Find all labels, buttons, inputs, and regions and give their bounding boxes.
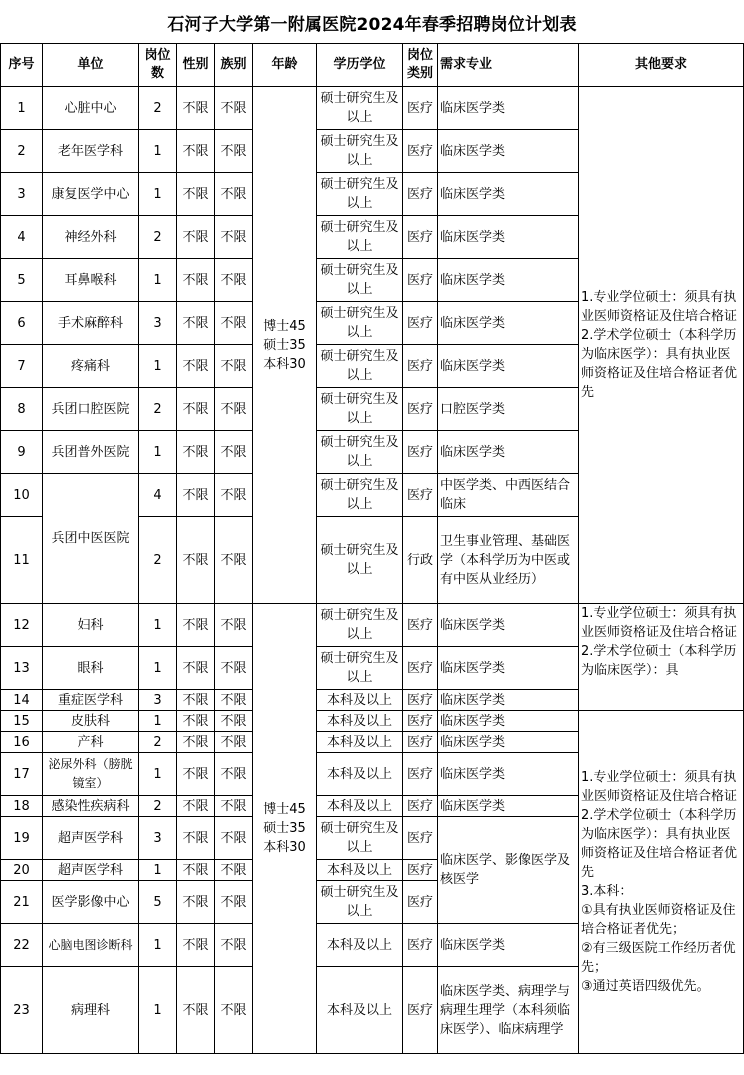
header-ethnic: 族别 bbox=[215, 44, 253, 87]
cell-unit: 老年医学科 bbox=[43, 130, 139, 173]
cell-ethnic: 不限 bbox=[215, 860, 253, 881]
cell-major: 临床医学类 bbox=[438, 796, 579, 817]
cell-gender: 不限 bbox=[177, 860, 215, 881]
cell-seq: 5 bbox=[1, 259, 43, 302]
cell-major: 临床医学类 bbox=[438, 690, 579, 711]
cell-type: 医疗 bbox=[403, 753, 438, 796]
cell-seq: 2 bbox=[1, 130, 43, 173]
cell-type: 医疗 bbox=[403, 924, 438, 967]
cell-degree: 硕士研究生及以上 bbox=[317, 881, 403, 924]
cell-degree: 硕士研究生及以上 bbox=[317, 431, 403, 474]
cell-major: 临床医学类 bbox=[438, 173, 579, 216]
cell-seq: 21 bbox=[1, 881, 43, 924]
cell-gender: 不限 bbox=[177, 259, 215, 302]
cell-gender: 不限 bbox=[177, 604, 215, 647]
table-row bbox=[1, 87, 744, 130]
cell-count: 2 bbox=[139, 732, 177, 753]
cell-seq: 10 bbox=[1, 474, 43, 517]
cell-unit: 兵团普外医院 bbox=[43, 431, 139, 474]
cell-degree: 本科及以上 bbox=[317, 711, 403, 732]
cell-degree: 硕士研究生及以上 bbox=[317, 173, 403, 216]
cell-major: 临床医学类 bbox=[438, 302, 579, 345]
cell-other: 1.专业学位硕士：须具有执业医师资格证及住培合格证 2.学术学位硕士（本科学历为临床医学）：具 bbox=[579, 604, 744, 711]
cell-ethnic: 不限 bbox=[215, 732, 253, 753]
cell-type: 医疗 bbox=[403, 474, 438, 517]
cell-gender: 不限 bbox=[177, 753, 215, 796]
cell-type: 医疗 bbox=[403, 259, 438, 302]
cell-gender: 不限 bbox=[177, 474, 215, 517]
header-type: 岗位类别 bbox=[403, 44, 438, 87]
cell-gender: 不限 bbox=[177, 796, 215, 817]
cell-unit: 心脑电图诊断科 bbox=[43, 924, 139, 967]
cell-gender: 不限 bbox=[177, 87, 215, 130]
cell-count: 2 bbox=[139, 517, 177, 604]
cell-degree: 本科及以上 bbox=[317, 753, 403, 796]
cell-count: 1 bbox=[139, 259, 177, 302]
cell-degree: 硕士研究生及以上 bbox=[317, 130, 403, 173]
cell-type: 医疗 bbox=[403, 647, 438, 690]
cell-ethnic: 不限 bbox=[215, 711, 253, 732]
cell-count: 3 bbox=[139, 817, 177, 860]
cell-unit: 兵团中医医院 bbox=[43, 474, 139, 604]
cell-degree: 本科及以上 bbox=[317, 796, 403, 817]
cell-major: 临床医学类、病理学与病理生理学（本科须临床医学）、临床病理学 bbox=[438, 967, 579, 1054]
cell-major: 临床医学类 bbox=[438, 647, 579, 690]
cell-degree: 硕士研究生及以上 bbox=[317, 647, 403, 690]
cell-unit: 医学影像中心 bbox=[43, 881, 139, 924]
cell-degree: 本科及以上 bbox=[317, 732, 403, 753]
cell-unit: 神经外科 bbox=[43, 216, 139, 259]
cell-type: 医疗 bbox=[403, 345, 438, 388]
cell-gender: 不限 bbox=[177, 711, 215, 732]
cell-unit: 病理科 bbox=[43, 967, 139, 1054]
cell-gender: 不限 bbox=[177, 216, 215, 259]
header-age: 年龄 bbox=[253, 44, 317, 87]
cell-count: 2 bbox=[139, 87, 177, 130]
cell-type: 医疗 bbox=[403, 604, 438, 647]
cell-degree: 硕士研究生及以上 bbox=[317, 302, 403, 345]
cell-count: 5 bbox=[139, 881, 177, 924]
header-gender: 性别 bbox=[177, 44, 215, 87]
header-major: 需求专业 bbox=[438, 44, 579, 87]
cell-seq: 8 bbox=[1, 388, 43, 431]
cell-count: 1 bbox=[139, 431, 177, 474]
cell-count: 1 bbox=[139, 924, 177, 967]
cell-seq: 9 bbox=[1, 431, 43, 474]
cell-type: 医疗 bbox=[403, 87, 438, 130]
cell-major: 临床医学类 bbox=[438, 711, 579, 732]
cell-count: 3 bbox=[139, 690, 177, 711]
cell-degree: 硕士研究生及以上 bbox=[317, 817, 403, 860]
cell-unit: 兵团口腔医院 bbox=[43, 388, 139, 431]
cell-degree: 本科及以上 bbox=[317, 690, 403, 711]
cell-unit: 耳鼻喉科 bbox=[43, 259, 139, 302]
cell-degree: 本科及以上 bbox=[317, 967, 403, 1054]
cell-degree: 本科及以上 bbox=[317, 860, 403, 881]
cell-ethnic: 不限 bbox=[215, 130, 253, 173]
cell-ethnic: 不限 bbox=[215, 881, 253, 924]
cell-count: 1 bbox=[139, 647, 177, 690]
cell-count: 2 bbox=[139, 388, 177, 431]
cell-seq: 7 bbox=[1, 345, 43, 388]
cell-degree: 硕士研究生及以上 bbox=[317, 87, 403, 130]
cell-degree: 硕士研究生及以上 bbox=[317, 345, 403, 388]
cell-seq: 19 bbox=[1, 817, 43, 860]
cell-degree: 硕士研究生及以上 bbox=[317, 216, 403, 259]
cell-type: 医疗 bbox=[403, 388, 438, 431]
header-row bbox=[1, 44, 744, 87]
cell-type: 医疗 bbox=[403, 130, 438, 173]
table-row bbox=[1, 604, 744, 647]
cell-degree: 硕士研究生及以上 bbox=[317, 388, 403, 431]
cell-ethnic: 不限 bbox=[215, 690, 253, 711]
cell-major: 口腔医学类 bbox=[438, 388, 579, 431]
cell-ethnic: 不限 bbox=[215, 216, 253, 259]
cell-type: 医疗 bbox=[403, 860, 438, 881]
cell-type: 医疗 bbox=[403, 881, 438, 924]
cell-type: 行政 bbox=[403, 517, 438, 604]
cell-ethnic: 不限 bbox=[215, 388, 253, 431]
cell-age: 博士45 硕士35 本科30 bbox=[253, 87, 317, 604]
cell-unit: 泌尿外科（膀胱镜室） bbox=[43, 753, 139, 796]
cell-gender: 不限 bbox=[177, 817, 215, 860]
cell-seq: 14 bbox=[1, 690, 43, 711]
cell-type: 医疗 bbox=[403, 431, 438, 474]
cell-ethnic: 不限 bbox=[215, 302, 253, 345]
cell-seq: 23 bbox=[1, 967, 43, 1054]
cell-major: 临床医学、影像医学及核医学 bbox=[438, 817, 579, 924]
cell-seq: 17 bbox=[1, 753, 43, 796]
cell-unit: 超声医学科 bbox=[43, 860, 139, 881]
cell-degree: 硕士研究生及以上 bbox=[317, 474, 403, 517]
cell-count: 3 bbox=[139, 302, 177, 345]
cell-unit: 心脏中心 bbox=[43, 87, 139, 130]
cell-unit: 妇科 bbox=[43, 604, 139, 647]
header-seq: 序号 bbox=[1, 44, 43, 87]
cell-ethnic: 不限 bbox=[215, 259, 253, 302]
cell-seq: 20 bbox=[1, 860, 43, 881]
cell-gender: 不限 bbox=[177, 431, 215, 474]
cell-degree: 硕士研究生及以上 bbox=[317, 517, 403, 604]
cell-seq: 4 bbox=[1, 216, 43, 259]
cell-major: 临床医学类 bbox=[438, 259, 579, 302]
cell-degree: 硕士研究生及以上 bbox=[317, 604, 403, 647]
cell-type: 医疗 bbox=[403, 967, 438, 1054]
cell-seq: 18 bbox=[1, 796, 43, 817]
cell-age: 博士45 硕士35 本科30 bbox=[253, 604, 317, 1054]
cell-unit: 超声医学科 bbox=[43, 817, 139, 860]
cell-ethnic: 不限 bbox=[215, 604, 253, 647]
cell-ethnic: 不限 bbox=[215, 173, 253, 216]
cell-ethnic: 不限 bbox=[215, 647, 253, 690]
cell-ethnic: 不限 bbox=[215, 87, 253, 130]
page-title: 石河子大学第一附属医院2024年春季招聘岗位计划表 bbox=[167, 15, 577, 35]
cell-gender: 不限 bbox=[177, 967, 215, 1054]
cell-unit: 皮肤科 bbox=[43, 711, 139, 732]
cell-seq: 16 bbox=[1, 732, 43, 753]
recruitment-table bbox=[0, 43, 744, 1054]
cell-seq: 12 bbox=[1, 604, 43, 647]
cell-other: 1.专业学位硕士：须具有执业医师资格证及住培合格证 2.学术学位硕士（本科学历为临床医学）：具有执业医师资格证及住培合格证者优先 bbox=[579, 87, 744, 604]
cell-type: 医疗 bbox=[403, 796, 438, 817]
cell-count: 1 bbox=[139, 130, 177, 173]
cell-major: 中医学类、中西医结合临床 bbox=[438, 474, 579, 517]
header-count: 岗位数 bbox=[139, 44, 177, 87]
cell-gender: 不限 bbox=[177, 345, 215, 388]
cell-count: 1 bbox=[139, 711, 177, 732]
cell-unit: 手术麻醉科 bbox=[43, 302, 139, 345]
cell-count: 4 bbox=[139, 474, 177, 517]
cell-gender: 不限 bbox=[177, 881, 215, 924]
cell-major: 临床医学类 bbox=[438, 924, 579, 967]
cell-type: 医疗 bbox=[403, 173, 438, 216]
cell-seq: 6 bbox=[1, 302, 43, 345]
cell-gender: 不限 bbox=[177, 690, 215, 711]
cell-count: 2 bbox=[139, 796, 177, 817]
cell-degree: 硕士研究生及以上 bbox=[317, 259, 403, 302]
cell-ethnic: 不限 bbox=[215, 924, 253, 967]
cell-major: 临床医学类 bbox=[438, 345, 579, 388]
cell-seq: 1 bbox=[1, 87, 43, 130]
cell-ethnic: 不限 bbox=[215, 474, 253, 517]
cell-gender: 不限 bbox=[177, 647, 215, 690]
cell-ethnic: 不限 bbox=[215, 967, 253, 1054]
cell-ethnic: 不限 bbox=[215, 817, 253, 860]
header-unit: 单位 bbox=[43, 44, 139, 87]
cell-count: 1 bbox=[139, 345, 177, 388]
cell-type: 医疗 bbox=[403, 690, 438, 711]
cell-ethnic: 不限 bbox=[215, 517, 253, 604]
cell-gender: 不限 bbox=[177, 924, 215, 967]
cell-unit: 产科 bbox=[43, 732, 139, 753]
cell-seq: 15 bbox=[1, 711, 43, 732]
header-other: 其他要求 bbox=[579, 44, 744, 87]
cell-major: 临床医学类 bbox=[438, 604, 579, 647]
cell-major: 临床医学类 bbox=[438, 732, 579, 753]
cell-type: 医疗 bbox=[403, 711, 438, 732]
cell-ethnic: 不限 bbox=[215, 431, 253, 474]
table-row bbox=[1, 711, 744, 732]
cell-unit: 疼痛科 bbox=[43, 345, 139, 388]
cell-seq: 13 bbox=[1, 647, 43, 690]
cell-count: 1 bbox=[139, 860, 177, 881]
cell-ethnic: 不限 bbox=[215, 345, 253, 388]
cell-seq: 11 bbox=[1, 517, 43, 604]
cell-major: 临床医学类 bbox=[438, 87, 579, 130]
cell-unit: 康复医学中心 bbox=[43, 173, 139, 216]
cell-major: 临床医学类 bbox=[438, 753, 579, 796]
cell-major: 临床医学类 bbox=[438, 216, 579, 259]
cell-gender: 不限 bbox=[177, 173, 215, 216]
cell-type: 医疗 bbox=[403, 732, 438, 753]
cell-seq: 22 bbox=[1, 924, 43, 967]
cell-count: 2 bbox=[139, 216, 177, 259]
cell-gender: 不限 bbox=[177, 388, 215, 431]
cell-ethnic: 不限 bbox=[215, 753, 253, 796]
cell-other: 1.专业学位硕士：须具有执业医师资格证及住培合格证 2.学术学位硕士（本科学历为临床医学）：具有执业医师资格证及住培合格证者优先 3.本科： ①具有执业医师资格证及住培合格证者优先； ②有三级医院工作经历者优先； ③通过英语四级优先。 bbox=[579, 711, 744, 1054]
cell-type: 医疗 bbox=[403, 216, 438, 259]
cell-gender: 不限 bbox=[177, 302, 215, 345]
cell-degree: 本科及以上 bbox=[317, 924, 403, 967]
cell-seq: 3 bbox=[1, 173, 43, 216]
cell-major: 临床医学类 bbox=[438, 431, 579, 474]
cell-type: 医疗 bbox=[403, 817, 438, 860]
header-degree: 学历学位 bbox=[317, 44, 403, 87]
cell-unit: 眼科 bbox=[43, 647, 139, 690]
cell-ethnic: 不限 bbox=[215, 796, 253, 817]
cell-major: 卫生事业管理、基础医学（本科学历为中医或有中医从业经历） bbox=[438, 517, 579, 604]
cell-unit: 重症医学科 bbox=[43, 690, 139, 711]
cell-gender: 不限 bbox=[177, 517, 215, 604]
cell-count: 1 bbox=[139, 967, 177, 1054]
cell-type: 医疗 bbox=[403, 302, 438, 345]
cell-count: 1 bbox=[139, 753, 177, 796]
cell-gender: 不限 bbox=[177, 732, 215, 753]
cell-gender: 不限 bbox=[177, 130, 215, 173]
cell-major: 临床医学类 bbox=[438, 130, 579, 173]
cell-unit: 感染性疾病科 bbox=[43, 796, 139, 817]
cell-count: 1 bbox=[139, 173, 177, 216]
cell-count: 1 bbox=[139, 604, 177, 647]
